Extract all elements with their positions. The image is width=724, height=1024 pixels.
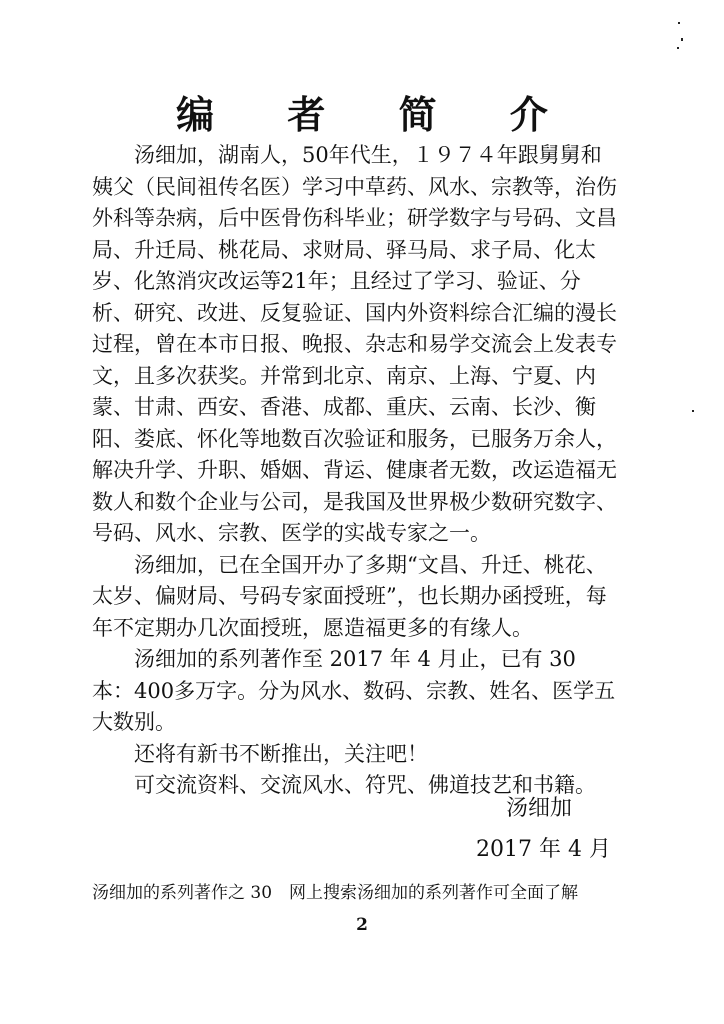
- paragraph-works: 汤细加的系列著作至 2017 年 4 月止，已有 30 本：400多万字。分为风水、数码、宗教、姓名、医学五大数别。: [92, 647, 616, 734]
- scan-speck: [692, 410, 694, 412]
- paragraph-new-books: 还将有新书不断推出，关注吧！: [134, 741, 428, 766]
- scan-speck: [678, 22, 680, 24]
- body-text: [92, 140, 622, 802]
- page-number: 2: [356, 915, 368, 935]
- paragraph-classes: 汤细加，已在全国开办了多期“文昌、升迁、桃花、太岁、偏财局、号码专家面授班”，也长期办函授班，每年不定期办几次面授班，愿造福更多的有缘人。: [92, 552, 607, 640]
- paragraph-exchange: 可交流资料、交流风水、符咒、佛道技艺和书籍。: [134, 773, 596, 797]
- paragraph-bio: 汤细加，湖南人，50年代生，１９７４年跟舅舅和姨父（民间祖传名医）学习中草药、风水、宗教等，治伤外科等杂病，后中医骨伤科毕业；研学数字与号码、文昌局、升迁局、桃花局、求财局、驿马局、求子局、化太岁、化煞消灾改运等21年；且经过了学习、验证、分析、研究、改进、反复验证、国内外资料综合汇编的漫长过程，曾在本市日报、晚报、杂志和易学交流会上发表专文，且多次获奖。并常到北京、南京、上海、宁夏、内蒙、甘肃、西安、香港、成都、重庆、云南、长沙、衡阳、娄底、怀化等地数百次验证和服务，已服务万余人，解决升学、升职、婚姻、背运、健康者无数，改运造福无数人和数个企业与公司，是我国及世界极少数研究数字、号码、风水、宗教、医学的实战专家之一。: [92, 143, 617, 545]
- scan-speck: [681, 38, 683, 41]
- signature-date: 2017 年 4 月: [476, 837, 611, 862]
- footer-note: 汤细加的系列著作之 30 网上搜索汤细加的系列著作可全面了解: [92, 883, 579, 903]
- signature-name: 汤细加: [506, 796, 573, 821]
- scan-speck: [677, 47, 679, 49]
- page-title: 编 者 简 介: [176, 92, 578, 137]
